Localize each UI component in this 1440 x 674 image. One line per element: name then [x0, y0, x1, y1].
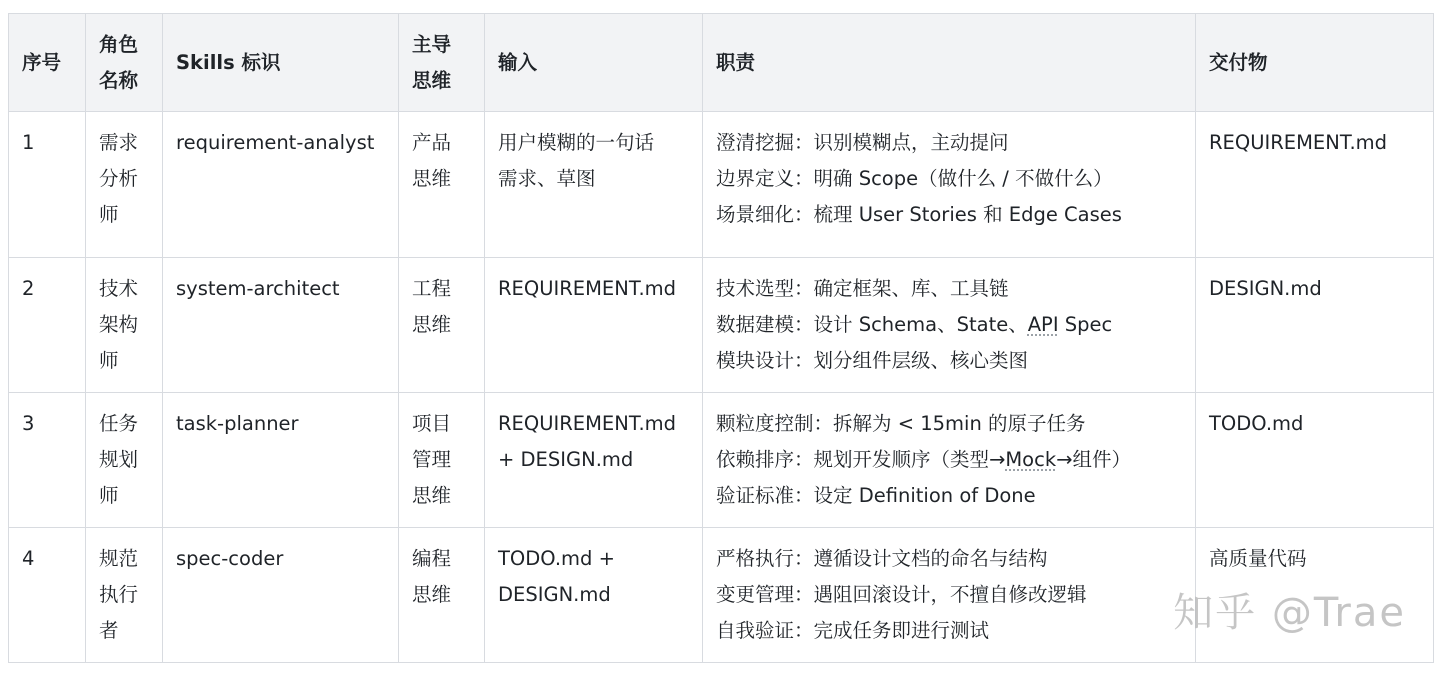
header-skills-id: Skills 标识 [163, 14, 399, 112]
roles-table [8, 13, 1434, 663]
watermark: 知乎 @Trae [1173, 590, 1406, 636]
cell-duties: 严格执行：遵循设计文档的命名与结构 变更管理：遇阻回滚设计，不擅自修改逻辑 自我验证：完成任务即进行测试 [703, 528, 1196, 663]
cell-input: REQUIREMENT.md + DESIGN.md [485, 393, 703, 528]
cell-deliverable: 高质量代码 [1196, 528, 1434, 663]
table-row [9, 528, 1434, 663]
cell-skill: requirement-analyst [163, 112, 399, 258]
table-row [9, 112, 1434, 258]
cell-duties: 澄清挖掘：识别模糊点，主动提问 边界定义：明确 Scope（做什么 / 不做什么） 场景细化：梳理 User Stories 和 Edge Cases [703, 112, 1196, 258]
cell-role: 技术 架构 师 [86, 258, 163, 393]
table-header-row [9, 14, 1434, 112]
cell-role: 规范 执行 者 [86, 528, 163, 663]
table-row [9, 258, 1434, 393]
duty-line-with-dotted-term: 数据建模：设计 Schema、State、API Spec [716, 313, 1113, 336]
cell-input: TODO.md + DESIGN.md [485, 528, 703, 663]
cell-deliverable: TODO.md [1196, 393, 1434, 528]
cell-index: 3 [9, 393, 86, 528]
header-input: 输入 [485, 14, 703, 112]
cell-thinking: 工程 思维 [399, 258, 485, 393]
roles-table-container [8, 13, 1433, 663]
duty-line-with-dotted-term: 依赖排序：规划开发顺序（类型→Mock→组件） [716, 448, 1131, 471]
cell-input: 用户模糊的一句话 需求、草图 [485, 112, 703, 258]
cell-index: 1 [9, 112, 86, 258]
cell-role: 需求 分析 师 [86, 112, 163, 258]
cell-deliverable: REQUIREMENT.md [1196, 112, 1434, 258]
cell-duties: 颗粒度控制：拆解为 < 15min 的原子任务 依赖排序：规划开发顺序（类型→Mock→组件） 验证标准：设定 Definition of Done [703, 393, 1196, 528]
header-duties: 职责 [703, 14, 1196, 112]
header-thinking: 主导 思维 [399, 14, 485, 112]
dotted-term[interactable]: API [1027, 313, 1059, 336]
cell-input: REQUIREMENT.md [485, 258, 703, 393]
header-role-name: 角色 名称 [86, 14, 163, 112]
cell-role: 任务 规划 师 [86, 393, 163, 528]
header-deliverable: 交付物 [1196, 14, 1434, 112]
cell-duties: 技术选型：确定框架、库、工具链 数据建模：设计 Schema、State、API Spec 模块设计：划分组件层级、核心类图 [703, 258, 1196, 393]
cell-deliverable: DESIGN.md [1196, 258, 1434, 393]
header-index: 序号 [9, 14, 86, 112]
cell-index: 2 [9, 258, 86, 393]
cell-skill: task-planner [163, 393, 399, 528]
cell-thinking: 编程 思维 [399, 528, 485, 663]
cell-skill: spec-coder [163, 528, 399, 663]
dotted-term[interactable]: Mock [1005, 448, 1057, 471]
table-row [9, 393, 1434, 528]
cell-skill: system-architect [163, 258, 399, 393]
cell-index: 4 [9, 528, 86, 663]
cell-thinking: 项目 管理 思维 [399, 393, 485, 528]
cell-thinking: 产品 思维 [399, 112, 485, 258]
